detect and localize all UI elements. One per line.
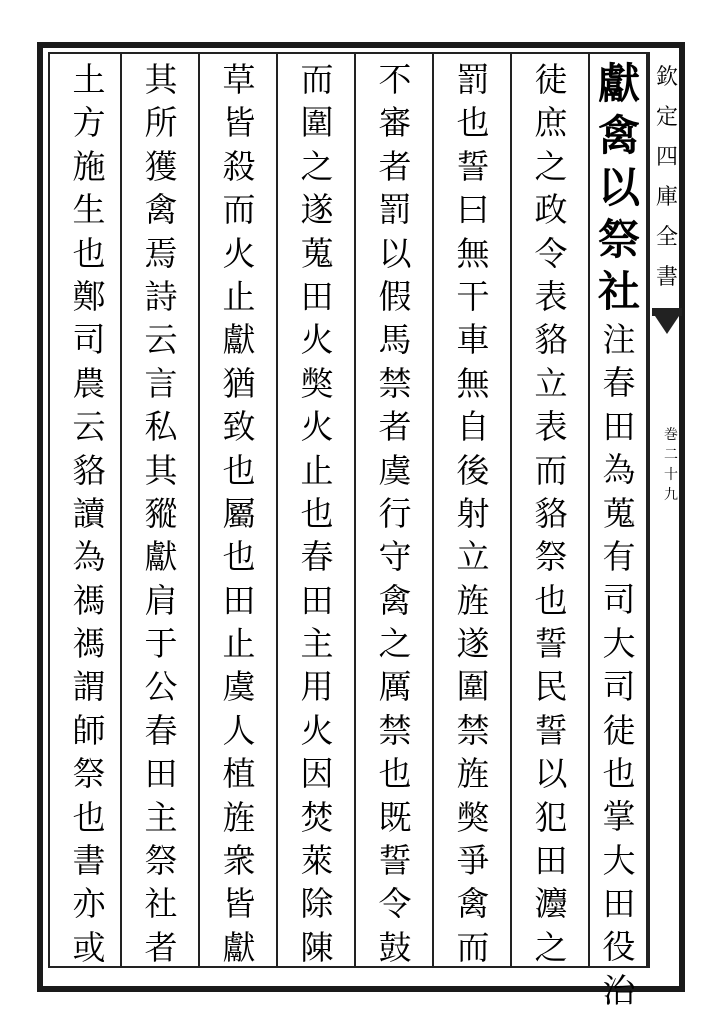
text-char: 役 xyxy=(602,927,636,967)
text-char: 而 xyxy=(300,60,334,99)
text-char: 徒 xyxy=(534,60,568,99)
margin-char: 定 xyxy=(655,105,678,130)
text-char: 表 xyxy=(534,276,568,316)
text-char: 而 xyxy=(534,450,568,490)
text-char: 干 xyxy=(456,276,490,316)
text-char: 令 xyxy=(534,233,568,273)
text-char: 讀 xyxy=(72,493,106,533)
text-char: 陳 xyxy=(300,927,334,967)
text-char: 火 xyxy=(300,710,334,750)
text-char: 于 xyxy=(144,624,178,664)
text-char: 田 xyxy=(222,580,256,620)
text-char: 人 xyxy=(222,710,256,750)
text-char: 犯 xyxy=(534,797,568,837)
text-char: 也 xyxy=(72,233,106,273)
margin-char: 全 xyxy=(655,225,678,250)
text-char: 植 xyxy=(222,754,256,794)
text-char: 圍 xyxy=(456,667,490,707)
text-char: 立 xyxy=(456,537,490,577)
text-char: 除 xyxy=(300,884,334,924)
text-char: 為 xyxy=(72,537,106,577)
text-char: 主 xyxy=(144,797,178,837)
text-char: 致 xyxy=(222,407,256,447)
text-char: 祭 xyxy=(144,841,178,881)
column-rule xyxy=(276,52,278,968)
text-char: 獘 xyxy=(300,363,334,403)
text-char: 春 xyxy=(300,537,334,577)
text-char: 因 xyxy=(300,754,334,794)
text-char: 司 xyxy=(602,580,636,620)
text-char: 皆 xyxy=(222,884,256,924)
margin-char: 欽 xyxy=(655,65,678,90)
text-char: 祭 xyxy=(534,537,568,577)
text-char: 射 xyxy=(456,493,490,533)
text-char: 用 xyxy=(300,667,334,707)
text-char: 貉 xyxy=(534,320,568,360)
heading-char: 獻 xyxy=(597,59,640,108)
text-char: 車 xyxy=(456,320,490,360)
text-char: 書 xyxy=(72,841,106,881)
text-char: 屬 xyxy=(222,493,256,533)
text-char: 司 xyxy=(72,320,106,360)
text-char: 獲 xyxy=(144,146,178,186)
text-char: 表 xyxy=(534,407,568,447)
text-char: 所 xyxy=(144,103,178,143)
text-char: 社 xyxy=(144,884,178,924)
text-char: 火 xyxy=(300,407,334,447)
text-char: 火 xyxy=(300,320,334,360)
text-char: 貉 xyxy=(534,493,568,533)
text-char: 私 xyxy=(144,407,178,447)
text-char: 獻 xyxy=(222,927,256,967)
text-char: 止 xyxy=(222,624,256,664)
text-char: 自 xyxy=(456,407,490,447)
text-char: 政 xyxy=(534,190,568,230)
text-char: 爭 xyxy=(456,841,490,881)
text-char: 禽 xyxy=(144,190,178,230)
text-char: 焉 xyxy=(144,233,178,273)
text-char: 云 xyxy=(72,407,106,447)
text-char: 鼓 xyxy=(378,927,412,967)
text-char: 而 xyxy=(222,190,256,230)
text-char: 云 xyxy=(144,320,178,360)
fish-tail-mark xyxy=(652,308,682,346)
text-char: 祭 xyxy=(72,754,106,794)
text-char: 蒐 xyxy=(602,493,636,533)
text-char: 大 xyxy=(602,840,636,880)
text-char: 禡 xyxy=(72,624,106,664)
text-char: 假 xyxy=(378,276,412,316)
text-char: 之 xyxy=(300,146,334,186)
text-char: 鄭 xyxy=(72,276,106,316)
text-char: 師 xyxy=(72,710,106,750)
text-char: 春 xyxy=(144,710,178,750)
text-char: 也 xyxy=(378,754,412,794)
text-char: 罰 xyxy=(378,190,412,230)
juan-char: 二 xyxy=(664,447,678,463)
text-char: 掌 xyxy=(602,797,636,837)
text-char: 虞 xyxy=(378,450,412,490)
text-char: 其 xyxy=(144,450,178,490)
text-char: 止 xyxy=(222,276,256,316)
juan-number xyxy=(660,425,682,505)
heading-char: 祭 xyxy=(597,215,640,264)
text-char: 土 xyxy=(72,60,106,99)
text-char: 言 xyxy=(144,363,178,403)
text-char: 豵 xyxy=(144,493,178,533)
text-char: 以 xyxy=(378,233,412,273)
text-char: 公 xyxy=(144,667,178,707)
text-char: 也 xyxy=(602,753,636,793)
text-char: 後 xyxy=(456,450,490,490)
text-char: 殺 xyxy=(222,146,256,186)
text-column-5 xyxy=(284,58,350,967)
text-char: 誓 xyxy=(534,624,568,664)
text-char: 亦 xyxy=(72,884,106,924)
text-char: 既 xyxy=(378,797,412,837)
text-char: 春 xyxy=(602,363,636,403)
text-char: 貉 xyxy=(72,450,106,490)
text-char: 圍 xyxy=(300,103,334,143)
text-char: 禁 xyxy=(378,363,412,403)
text-char: 庶 xyxy=(534,103,568,143)
text-char: 遂 xyxy=(300,190,334,230)
text-char: 旌 xyxy=(222,797,256,837)
text-char: 其 xyxy=(144,60,178,99)
text-char: 猶 xyxy=(222,363,256,403)
column-rule xyxy=(354,52,356,968)
text-char: 謂 xyxy=(72,667,106,707)
text-char: 獻 xyxy=(222,320,256,360)
text-column-3 xyxy=(440,58,506,967)
text-char: 焚 xyxy=(300,797,334,837)
text-char: 田 xyxy=(300,580,334,620)
text-char: 禽 xyxy=(456,884,490,924)
text-char: 皆 xyxy=(222,103,256,143)
text-char: 火 xyxy=(222,233,256,273)
text-char: 生 xyxy=(72,190,106,230)
text-char: 守 xyxy=(378,537,412,577)
text-char: 旌 xyxy=(456,754,490,794)
text-char: 也 xyxy=(222,450,256,490)
text-char: 曰 xyxy=(456,190,490,230)
text-char: 禁 xyxy=(456,710,490,750)
text-char: 農 xyxy=(72,363,106,403)
text-char: 禡 xyxy=(72,580,106,620)
text-char: 虞 xyxy=(222,667,256,707)
text-char: 有 xyxy=(602,536,636,576)
juan-char: 九 xyxy=(664,487,678,503)
text-char: 或 xyxy=(72,927,106,967)
text-char: 遂 xyxy=(456,624,490,664)
text-char: 誓 xyxy=(378,841,412,881)
text-char: 治 xyxy=(602,970,636,1010)
text-char: 也 xyxy=(534,580,568,620)
text-char: 獻 xyxy=(144,537,178,577)
text-char: 厲 xyxy=(378,667,412,707)
text-char: 之 xyxy=(534,146,568,186)
text-char: 田 xyxy=(534,841,568,881)
heading-char: 以 xyxy=(597,163,640,212)
text-char: 草 xyxy=(222,60,256,99)
text-char: 審 xyxy=(378,103,412,143)
text-column-7 xyxy=(128,58,194,967)
text-char: 行 xyxy=(378,493,412,533)
text-char: 者 xyxy=(144,927,178,967)
column-rule xyxy=(432,52,434,968)
text-char: 止 xyxy=(300,450,334,490)
text-char: 誓 xyxy=(456,146,490,186)
text-char: 田 xyxy=(602,406,636,446)
text-char: 施 xyxy=(72,146,106,186)
text-column-8 xyxy=(56,58,122,967)
text-char: 也 xyxy=(222,537,256,577)
heading-char: 社 xyxy=(597,267,640,316)
text-char: 民 xyxy=(534,667,568,707)
column-rule xyxy=(198,52,200,968)
text-char: 禽 xyxy=(378,580,412,620)
margin-char: 四 xyxy=(655,145,678,170)
text-char: 以 xyxy=(534,754,568,794)
text-char: 立 xyxy=(534,363,568,403)
juan-char: 十 xyxy=(664,467,678,483)
text-char: 馬 xyxy=(378,320,412,360)
text-char: 徒 xyxy=(602,710,636,750)
text-char: 也 xyxy=(72,797,106,837)
text-char: 田 xyxy=(144,754,178,794)
text-char: 注 xyxy=(602,320,636,359)
text-char: 之 xyxy=(534,927,568,967)
text-char: 萊 xyxy=(300,841,334,881)
text-char: 蒐 xyxy=(300,233,334,273)
margin-title xyxy=(652,58,682,298)
text-char: 肩 xyxy=(144,580,178,620)
text-char: 田 xyxy=(602,884,636,924)
text-char: 司 xyxy=(602,667,636,707)
text-char: 旌 xyxy=(456,580,490,620)
text-char: 衆 xyxy=(222,841,256,881)
text-char: 而 xyxy=(456,927,490,967)
text-char: 為 xyxy=(602,450,636,490)
margin-char: 庫 xyxy=(655,185,678,210)
text-char: 主 xyxy=(300,624,334,664)
text-char: 灋 xyxy=(534,884,568,924)
text-char: 大 xyxy=(602,623,636,663)
text-char: 無 xyxy=(456,233,490,273)
text-char: 方 xyxy=(72,103,106,143)
column-rule xyxy=(510,52,512,968)
text-char: 罰 xyxy=(456,60,490,99)
text-char: 誓 xyxy=(534,710,568,750)
text-char: 獘 xyxy=(456,797,490,837)
text-char: 也 xyxy=(456,103,490,143)
text-column-4 xyxy=(362,58,428,967)
text-column-1 xyxy=(586,58,652,1010)
margin-char: 書 xyxy=(655,265,678,290)
text-char: 田 xyxy=(300,276,334,316)
text-char: 無 xyxy=(456,363,490,403)
text-char: 也 xyxy=(300,493,334,533)
text-char: 者 xyxy=(378,407,412,447)
juan-char: 巻 xyxy=(664,427,678,443)
text-char: 不 xyxy=(378,60,412,99)
text-char: 之 xyxy=(378,624,412,664)
heading-char: 禽 xyxy=(597,111,640,160)
text-char: 詩 xyxy=(144,276,178,316)
text-char: 者 xyxy=(378,146,412,186)
text-column-6 xyxy=(206,58,272,967)
text-char: 禁 xyxy=(378,710,412,750)
text-column-2 xyxy=(518,58,584,967)
text-char: 令 xyxy=(378,884,412,924)
